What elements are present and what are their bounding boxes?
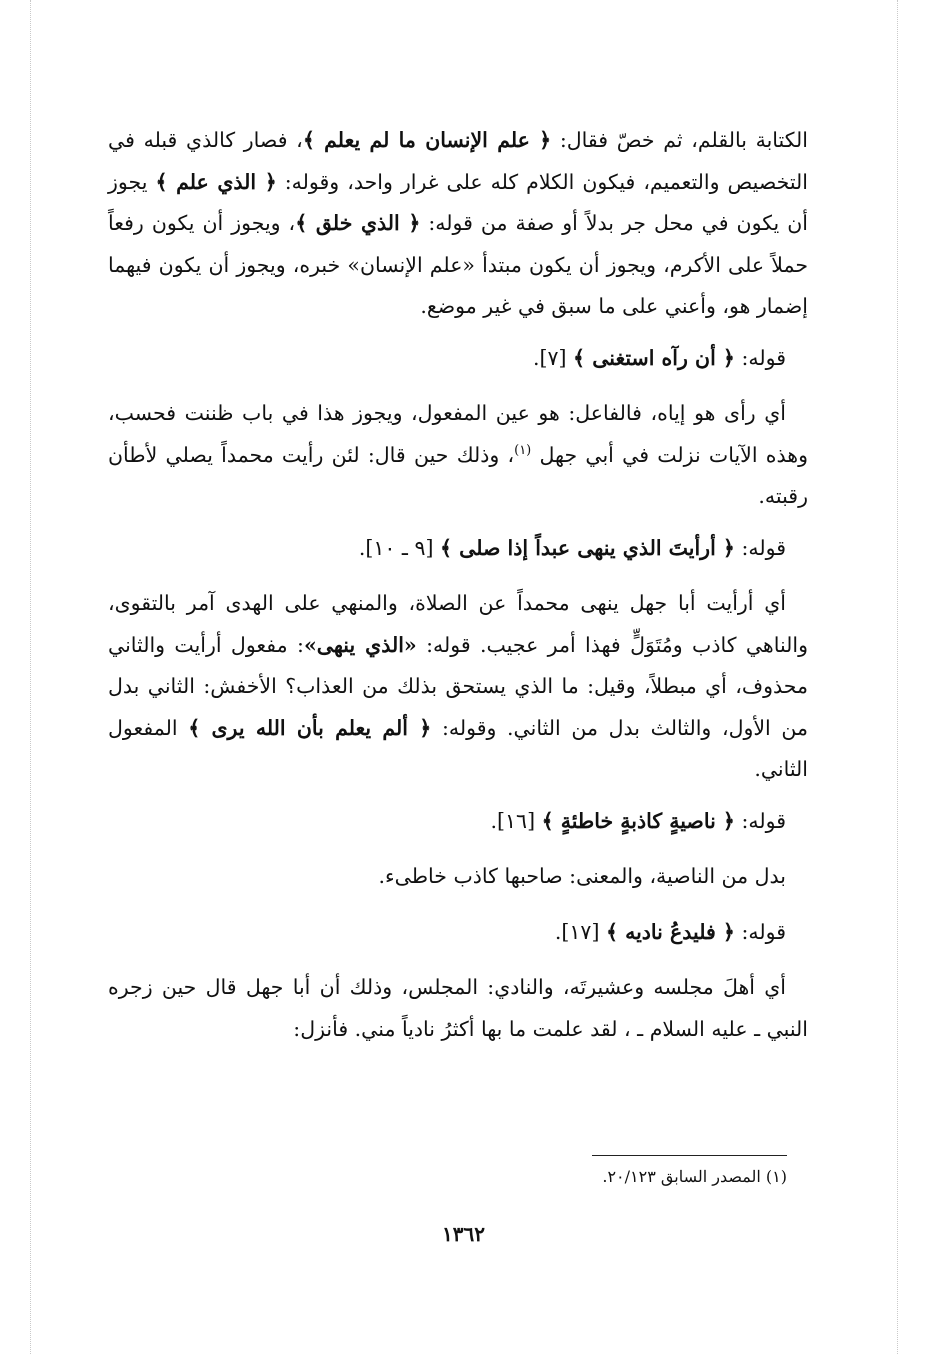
heading-label: قوله: bbox=[734, 808, 786, 833]
scan-edge-right bbox=[897, 0, 898, 1354]
verse-heading-16 bbox=[108, 801, 808, 843]
text-run: الكتابة بالقلم، ثم خصّ فقال: bbox=[551, 128, 808, 152]
quran-quote: ﴿ ألم يعلم بأن الله يرى ﴾ bbox=[188, 715, 432, 740]
quran-quote: ﴿ الذي علم ﴾ bbox=[155, 169, 277, 194]
paragraph-2 bbox=[108, 393, 808, 518]
quran-quote: ﴿ أن رآه استغنى ﴾ bbox=[573, 345, 735, 370]
heading-label: قوله: bbox=[734, 535, 786, 560]
verse-heading-7 bbox=[108, 338, 808, 380]
paragraph-5 bbox=[108, 967, 808, 1050]
paragraph-3 bbox=[108, 583, 808, 791]
page-body bbox=[108, 120, 808, 1060]
scan-edge-left bbox=[30, 0, 31, 1354]
verse-reference: [١٦]. bbox=[490, 808, 542, 833]
text-run: أي أهلَ مجلسه وعشيرتَه، والنادي: المجلس، وذلك أن أبا جهل قال حين زجره النبي ـ عليه السلام ـ ، لقد علمت ما بها أكثرُ نادياً مني. فأنزل: bbox=[108, 975, 808, 1041]
quran-quote: ﴿ علم الإنسان ما لم يعلم ﴾ bbox=[302, 128, 552, 152]
verse-heading-9-10 bbox=[108, 528, 808, 570]
paragraph-4 bbox=[108, 856, 808, 898]
heading-label: قوله: bbox=[734, 919, 786, 944]
heading-label: قوله: bbox=[734, 345, 786, 370]
text-run: المفعول الثاني. bbox=[108, 715, 808, 781]
text-run: أي رأى هو إياه، فالفاعل: هو عين المفعول، ويجوز هذا في باب ظننت فحسب، وهذه الآيات نزلت في أبي جهل bbox=[108, 401, 808, 467]
quran-quote: ﴿ ناصيةٍ كاذبةٍ خاطئةٍ ﴾ bbox=[541, 808, 735, 833]
footnote-divider bbox=[592, 1155, 787, 1156]
text-run: : مفعول أرأيت والثاني محذوف، أي مبطلاً، وقيل: ما الذي يستحق بذلك من العذاب؟ الأخفش: الثاني بدل من الأول، والثالث بدل من الثاني. وقوله: bbox=[108, 632, 808, 740]
quran-quote: ﴿ أرأيتَ الذي ينهى عبداً إذا صلى ﴾ bbox=[439, 535, 735, 560]
text-run: ، ويجوز أن يكون رفعاً حملاً على الأكرم، ويجوز أن يكون مبتدأ «علم الإنسان» خبره، ويجوز أن يكون فيهما إضمار هو، وأعني على ما سبق في غير موضع. bbox=[108, 211, 808, 318]
verse-reference: [٧]. bbox=[533, 345, 574, 370]
text-run: يجوز أن يكون في محل جر بدلاً أو صفة من قوله: bbox=[108, 169, 808, 235]
footnote: (١) المصدر السابق ٢٠/١٢٣. bbox=[602, 1167, 787, 1186]
verse-heading-17 bbox=[108, 912, 808, 954]
verse-reference: [٩ ـ ١٠]. bbox=[358, 535, 440, 560]
text-run: بدل من الناصية، والمعنى: صاحبها كاذب خاطىء. bbox=[378, 864, 786, 888]
quran-quote: ﴿ الذي خلق ﴾ bbox=[295, 211, 421, 235]
paragraph-1 bbox=[108, 120, 808, 328]
text-run: ، فصار كالذي قبله في التخصيص والتعميم، فيكون الكلام كله على غرار واحد، وقوله: bbox=[108, 128, 808, 194]
text-run: أي أرأيت أبا جهل ينهى محمداً عن الصلاة، والمنهي على الهدى آمر بالتقوى، والناهي كاذب ومُتَوَلٍّ فهذا أمر عجيب. قوله: bbox=[108, 591, 809, 657]
footnote-marker: (١) bbox=[514, 442, 532, 458]
verse-reference: [١٧]. bbox=[554, 919, 606, 944]
quoted-phrase: «الذي ينهى» bbox=[303, 632, 417, 657]
text-run: ، وذلك حين قال: لئن رأيت محمداً يصلي لأطأن رقبته. bbox=[108, 442, 808, 508]
page-number: ١٣٦٢ bbox=[442, 1222, 485, 1246]
quran-quote: ﴿ فليدعُ ناديه ﴾ bbox=[605, 919, 735, 944]
